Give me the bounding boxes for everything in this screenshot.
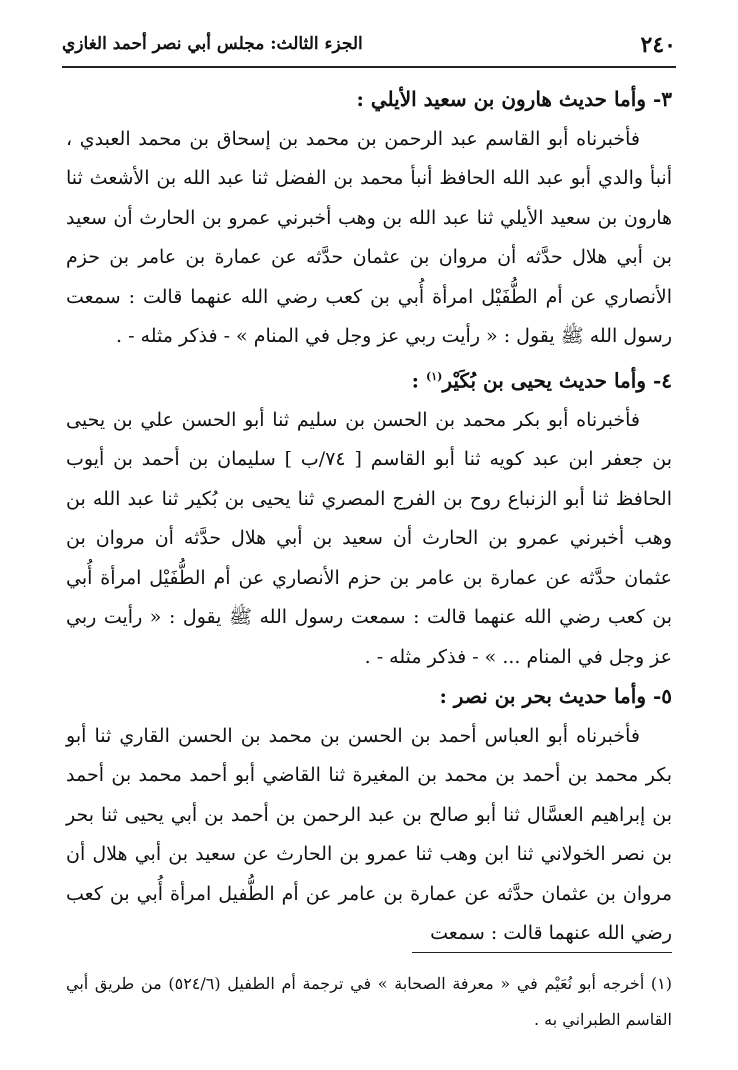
section-heading-3: ٣- وأما حديث هارون بن سعيد الأيلي : [356,87,672,111]
section-heading-5: ٥- وأما حديث بحر بن نصر : [439,684,672,709]
section-heading-4-suffix: : [411,368,427,393]
section-heading-4-text: ٤- وأما حديث يحيى بن بُكَيْر [442,368,672,393]
footnote: (١) أخرجه أبو نُعَيْم في « معرفة الصحابة » في ترجمة أم الطفيل (٥٢٤/٦) من طريق أبي القاسم الطبراني به . [66,974,673,1029]
section-text-5: فأخبرناه أبو العباس أحمد بن الحسن بن محمد بن الحسن القاري ثنا أبو بكر محمد بن أحمد بن محمد بن المغيرة ثنا القاضي أبو أحمد محمد بن أحمد بن إبراهيم العسَّال ثنا أبو صالح بن عبد الرحمن بن أحمد بن أبي يحيى ثنا بحر بن نصر الخولاني ثنا ابن وهب ثنا عمرو بن الحارث عن سعيد بن أبي هلال أن مروان بن عثمان حدَّثه عن عمارة بن عامر عن أم الطُّفيل امرأة أُبي بن كعب رضي الله عنهما قالت : سمعت [66,724,672,945]
footnote-marker: (١) [426,369,443,383]
section-text-4: فأخبرناه أبو بكر محمد بن الحسن بن سليم ثنا أبو الحسن علي بن يحيى بن جعفر ابن عبد كويه ثنا أبو القاسم [ ٧٤/ب ] سليمان بن أحمد بن أيوب الحافظ ثنا أبو الزنباع روح بن الفرج المصري ثنا يحيى بن بُكير ثنا عبد الله بن وهب أخبرني عمرو بن الحارث أن سعيد بن أبي هلال حدَّثه أن مروان بن عثمان حدَّثه عن عمارة بن عامر بن حزم الأنصاري عن أم الطُّفَيْل امرأة أُبي بن كعب رضي الله عنهما قالت : سمعت رسول الله ﷺ يقول : « رأيت ربي عز وجل في المنام ... » - فذكر مثله - . [66,408,672,668]
footnote-separator [412,952,672,953]
page-number: ٢٤٠ [640,32,676,58]
page-header [62,30,676,68]
section-text-3: فأخبرناه أبو القاسم عبد الرحمن بن محمد بن إسحاق بن محمد العبدي ، أنبأ والدي أبو عبد الله الحافظ أنبأ محمد بن الفضل ثنا عبد الله بن الأشعث ثنا هارون بن سعيد الأيلي ثنا عبد الله بن وهب أخبرني عمرو بن الحارث أن سعيد بن أبي هلال حدَّثه أن مروان بن عثمان حدَّثه عن عمارة بن عامر بن حزم الأنصاري عن أم الطُّفَيْل امرأة أُبي بن كعب رضي الله عنهما قالت : سمعت رسول الله ﷺ يقول : « رأيت ربي عز وجل في المنام » - فذكر مثله - . [66,127,672,347]
running-title: الجزء الثالث: مجلس أبي نصر أحمد الغازي [62,34,363,54]
main-text [66,80,672,954]
section-heading-4 [66,357,672,401]
